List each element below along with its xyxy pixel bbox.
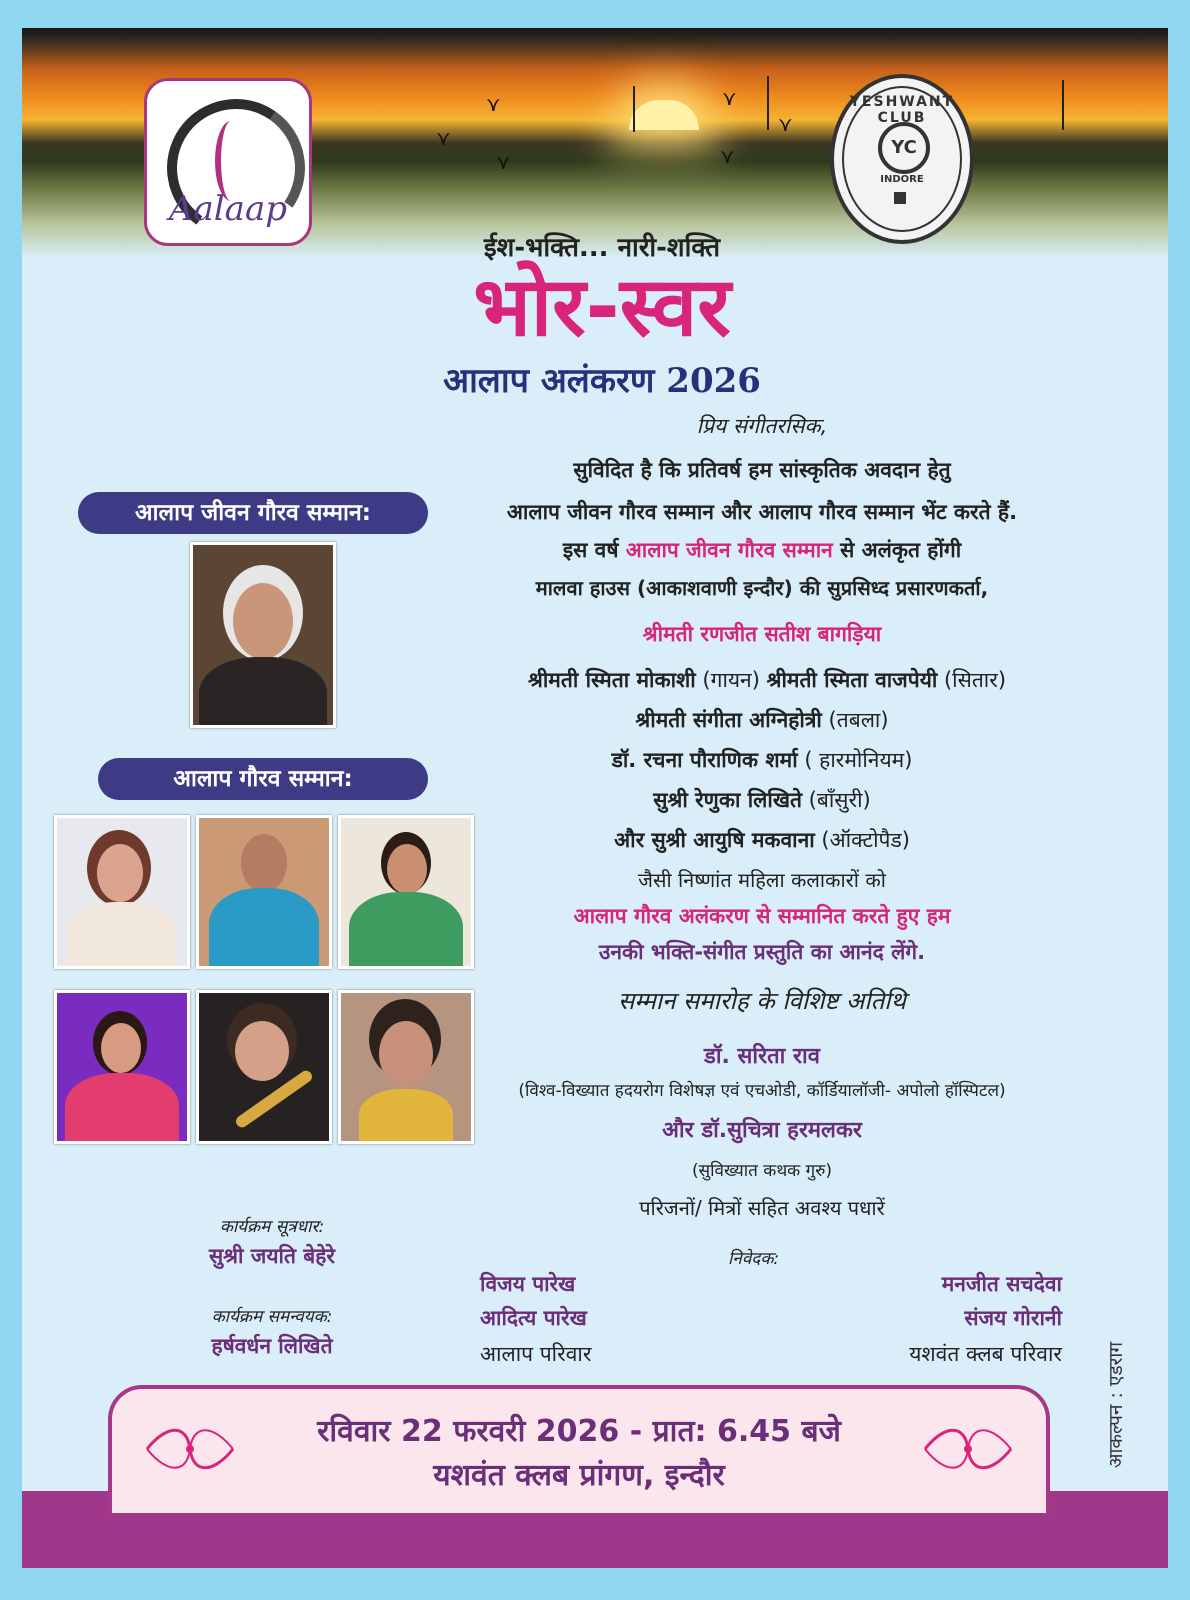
event-venue: यशवंत क्लब प्रांगण, इन्दौर (433, 1458, 725, 1493)
event-details-banner (108, 1385, 1050, 1513)
artist-photo (54, 815, 190, 969)
award-name-highlight: आलाप जीवन गौरव सम्मान (625, 538, 833, 562)
bird-icon: ⋎ (496, 150, 511, 174)
guest-2-name: और डॉ.सुचित्रा हरमलकर (662, 1118, 862, 1143)
tagline: ईश-भक्ति... नारी-शक्ति (483, 233, 721, 263)
host-label: कार्यक्रम सूत्रधार: (219, 1217, 325, 1237)
ornament-icon (142, 1419, 238, 1479)
intro-line-4: मालवा हाउस (आकाशवाणी इन्दौर) की सुप्रसिध्द प्रसारणकर्ता, (535, 576, 989, 600)
greeting: प्रिय संगीतरसिक, (696, 414, 828, 438)
coordinator-label: कार्यक्रम समन्वयक: (211, 1307, 333, 1327)
honoree-photo (190, 542, 336, 728)
bird-icon: ⋎ (720, 144, 735, 168)
event-datetime: रविवार 22 फरवरी 2026 - प्रात: 6.45 बजे (317, 1414, 841, 1449)
club-logo-text: YESHWANT CLUB (849, 94, 955, 126)
honoree-name: श्रीमती रणजीत सतीश बागड़िया (642, 622, 882, 646)
guest-1-name: डॉ. सरिता राव (704, 1044, 820, 1069)
club-member: संजय गोरानी (964, 1306, 1062, 1330)
guest-1-description: (विश्व-विख्यात हदयरोग विशेषज्ञ एवं एचओडी, कॉर्डियालॉजी- अपोलो हॉस्पिटल) (518, 1081, 1006, 1101)
jeevan-gaurav-label: आलाप जीवन गौरव सम्मान: (78, 492, 428, 534)
aalaap-logo (144, 78, 312, 246)
aalaap-logo-text: Aalaap (168, 189, 287, 229)
intro-line-7: उनकी भक्ति-संगीत प्रस्तुति का आनंद लेंगे. (598, 940, 926, 964)
wind-turbine (767, 76, 769, 130)
host-name: सुश्री जयति बेहेरे (208, 1244, 336, 1268)
aalaap-member: आदित्य पारेख (480, 1306, 587, 1330)
artist-line: डॉ. रचना पौराणिक शर्मा ( हारमोनियम) (611, 748, 913, 772)
coordinator-name: हर्षवर्धन लिखिते (211, 1334, 333, 1358)
intro-line-6: आलाप गौरव अलंकरण से सम्मानित करते हुए हम (573, 904, 951, 928)
intro-line-1: सुविदित है कि प्रतिवर्ष हम सांस्कृतिक अवदान हेतु (573, 458, 951, 482)
club-monogram: YC (878, 122, 930, 174)
event-subtitle: आलाप अलंकरण 2026 (443, 361, 761, 401)
design-credit: आकल्पन : एडराग (1105, 1341, 1127, 1468)
invitation-note: परिजनों/ मित्रों सहित अवश्य पधारें (639, 1196, 885, 1220)
yeshwant-club-logo (830, 74, 974, 244)
club-family: यशवंत क्लब परिवार (909, 1342, 1062, 1366)
artist-line: श्रीमती संगीता अग्निहोत्री (तबला) (635, 708, 889, 732)
guests-heading: सम्मान समारोह के विशिष्ट अतिथि (618, 987, 906, 1015)
invitation-card (22, 28, 1168, 1568)
artist-photo (338, 815, 474, 969)
intro-line-3: इस वर्ष आलाप जीवन गौरव सम्मान से अलंकृत होंगी (562, 538, 962, 562)
ornament-icon (920, 1419, 1016, 1479)
artist-photo (196, 990, 332, 1144)
wind-turbine (633, 86, 635, 132)
club-member: मनजीत सचदेवा (941, 1272, 1062, 1296)
bird-icon: ⋎ (486, 92, 501, 116)
wind-turbine (1062, 80, 1064, 130)
aalaap-member: विजय पारेख (480, 1272, 576, 1296)
guest-2-description: (सुविख्यात कथक गुरु) (691, 1161, 833, 1181)
intro-line-5: जैसी निष्णांत महिला कलाकारों को (638, 868, 886, 892)
aalaap-family: आलाप परिवार (480, 1342, 592, 1366)
bird-icon: ⋎ (778, 112, 793, 136)
artist-photo (338, 990, 474, 1144)
artist-photo (54, 990, 190, 1144)
artist-line: और सुश्री आयुषि मकवाना (ऑक्टोपैड) (614, 828, 910, 852)
artist-line: श्रीमती स्मिता मोकाशी (गायन) श्रीमती स्मिता वाजपेयी (सितार) (527, 668, 1007, 692)
artist-photo (196, 815, 332, 969)
bird-icon: ⋎ (722, 86, 737, 110)
club-logo-city: INDORE (880, 174, 924, 185)
bird-icon: ⋎ (436, 126, 451, 150)
intro-line-2: आलाप जीवन गौरव सम्मान और आलाप गौरव सम्मान भेंट करते हैं. (506, 500, 1018, 524)
nivedak-label: निवेदक: (728, 1249, 780, 1269)
artist-line: सुश्री रेणुका लिखिते (बाँसुरी) (653, 788, 871, 812)
event-title: भोर-स्वर (473, 260, 731, 355)
gaurav-samman-label: आलाप गौरव सम्मान: (98, 758, 428, 800)
